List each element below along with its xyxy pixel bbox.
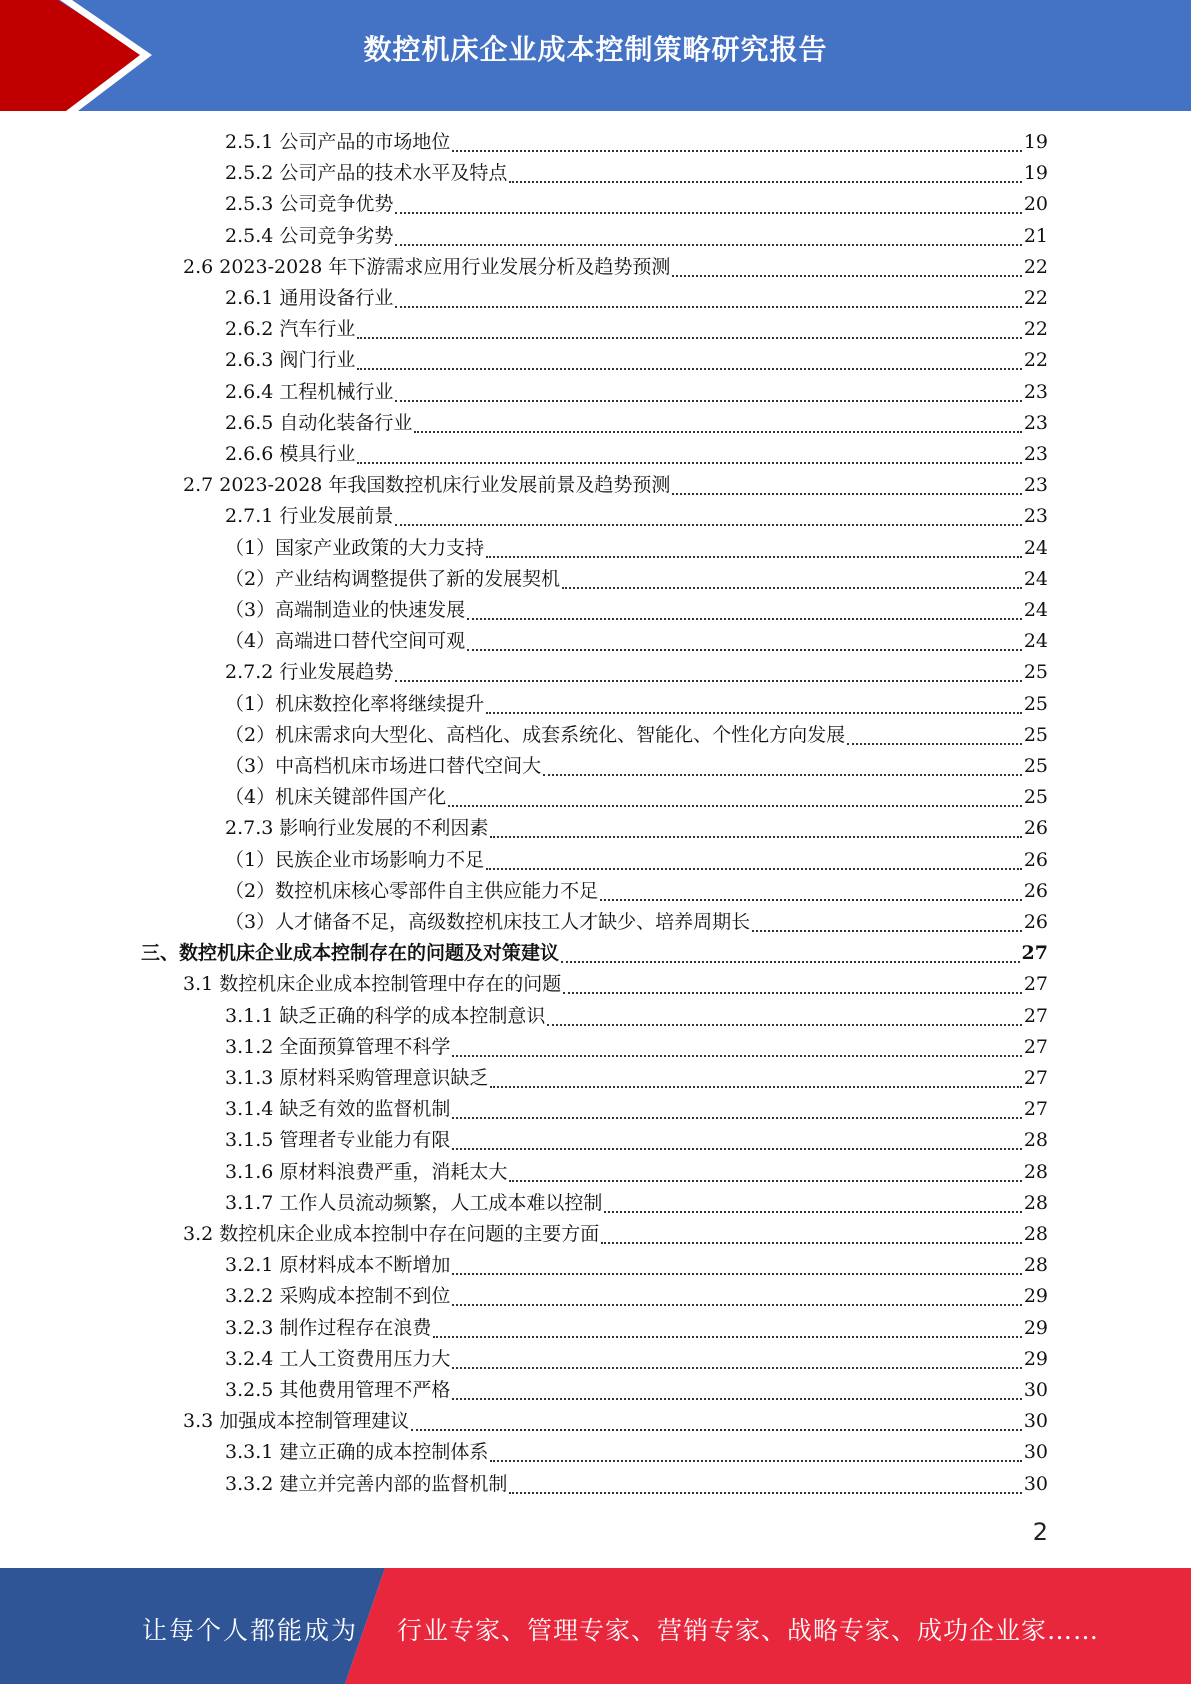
toc-entry-label: （1）民族企业市场影响力不足 [225, 849, 485, 871]
toc-entry[interactable] [225, 501, 1048, 532]
toc-entry-label: 2.7 2023-2028 年我国数控机床行业发展前景及趋势预测 [183, 474, 671, 496]
toc-entry-label: 3.1 数控机床企业成本控制管理中存在的问题 [183, 973, 562, 995]
toc-leader-dots [486, 556, 1022, 558]
toc-entry[interactable] [225, 782, 1048, 813]
toc-entry[interactable] [225, 377, 1048, 408]
toc-entry-label: 2.5.1 公司产品的市场地位 [225, 131, 451, 153]
toc-leader-dots [490, 1460, 1021, 1462]
toc-entry-page: 23 [1023, 412, 1048, 434]
toc-entry-label: 3.1.3 原材料采购管理意识缺乏 [225, 1067, 489, 1089]
toc-entry[interactable] [225, 1313, 1048, 1344]
toc-entry-label: 2.6.2 汽车行业 [225, 318, 356, 340]
toc-leader-dots [543, 774, 1022, 776]
toc-entry[interactable] [225, 221, 1048, 252]
toc-entry[interactable] [225, 439, 1048, 470]
page-footer [0, 1568, 1191, 1684]
toc-entry-label: （1）机床数控化率将继续提升 [225, 693, 485, 715]
toc-entry[interactable] [225, 1281, 1048, 1312]
toc-leader-dots [357, 368, 1021, 370]
toc-entry[interactable] [225, 1469, 1048, 1500]
toc-leader-dots [490, 836, 1021, 838]
toc-entry-page: 24 [1023, 537, 1048, 559]
toc-entry[interactable] [225, 1188, 1048, 1219]
toc-entry-label: （3）高端制造业的快速发展 [225, 599, 466, 621]
toc-entry[interactable] [225, 1250, 1048, 1281]
toc-leader-dots [414, 431, 1021, 433]
toc-entry[interactable] [225, 1094, 1048, 1125]
toc-leader-dots [357, 462, 1021, 464]
toc-entry-label: 3.1.5 管理者专业能力有限 [225, 1129, 451, 1151]
toc-leader-dots [752, 930, 1022, 932]
toc-entry-label: 2.5.4 公司竞争劣势 [225, 225, 394, 247]
toc-leader-dots [509, 181, 1021, 183]
toc-entry-label: 2.6.4 工程机械行业 [225, 381, 394, 403]
toc-entry[interactable] [225, 1001, 1048, 1032]
toc-entry-label: 3.2.4 工人工资费用压力大 [225, 1348, 451, 1370]
toc-entry-label: 2.6.1 通用设备行业 [225, 287, 394, 309]
toc-entry-label: 2.7.1 行业发展前景 [225, 505, 394, 527]
toc-leader-dots [672, 493, 1021, 495]
toc-leader-dots [509, 1180, 1021, 1182]
toc-entry-label: （4）机床关键部件国产化 [225, 786, 447, 808]
toc-entry-page: 27 [1023, 1005, 1048, 1027]
toc-leader-dots [672, 275, 1021, 277]
toc-leader-dots [486, 712, 1022, 714]
toc-entry-label: 3.3.2 建立并完善内部的监督机制 [225, 1473, 508, 1495]
toc-entry[interactable] [225, 408, 1048, 439]
toc-entry[interactable] [225, 127, 1048, 158]
toc-entry-page: 30 [1023, 1379, 1048, 1401]
toc-entry[interactable] [225, 751, 1048, 782]
toc-entry[interactable] [225, 720, 1048, 751]
toc-entry[interactable] [225, 283, 1048, 314]
toc-entry-label: 3.2.5 其他费用管理不严格 [225, 1379, 451, 1401]
toc-entry-page: 28 [1023, 1129, 1048, 1151]
toc-entry-page: 25 [1023, 661, 1048, 683]
toc-entry[interactable] [225, 1125, 1048, 1156]
toc-entry-page: 22 [1023, 318, 1048, 340]
toc-leader-dots [448, 805, 1022, 807]
toc-entry-label: 3.2 数控机床企业成本控制中存在问题的主要方面 [183, 1223, 600, 1245]
toc-leader-dots [395, 400, 1021, 402]
toc-entry-page: 26 [1023, 911, 1048, 933]
toc-entry-page: 30 [1023, 1441, 1048, 1463]
toc-leader-dots [357, 337, 1021, 339]
toc-entry[interactable] [141, 938, 1048, 969]
toc-entry-page: 29 [1023, 1317, 1048, 1339]
toc-entry-label: 3.1.2 全面预算管理不科学 [225, 1036, 451, 1058]
toc-entry-label: 2.5.3 公司竞争优势 [225, 193, 394, 215]
footer-slogan-right: 行业专家、管理专家、营销专家、战略专家、成功企业家…… [397, 1616, 1100, 1645]
toc-leader-dots [600, 899, 1022, 901]
toc-entry-page: 25 [1023, 786, 1048, 808]
toc-leader-dots [486, 868, 1022, 870]
toc-entry-page: 26 [1023, 817, 1048, 839]
toc-entry[interactable] [225, 876, 1048, 907]
toc-entry[interactable] [225, 1375, 1048, 1406]
toc-entry[interactable] [225, 1344, 1048, 1375]
toc-entry-page: 19 [1023, 131, 1048, 153]
toc-leader-dots [452, 1055, 1021, 1057]
toc-leader-dots [547, 1024, 1021, 1026]
toc-leader-dots [509, 1492, 1021, 1494]
toc-leader-dots [561, 961, 1020, 963]
report-title: 数控机床企业成本控制策略研究报告 [363, 33, 828, 66]
toc-leader-dots [411, 1429, 1022, 1431]
toc-leader-dots [604, 1211, 1021, 1213]
toc-entry-page: 23 [1023, 381, 1048, 403]
toc-entry-page: 25 [1023, 693, 1048, 715]
toc-entry-page: 23 [1023, 474, 1048, 496]
toc-entry[interactable] [225, 845, 1048, 876]
toc-entry[interactable] [183, 252, 1048, 283]
toc-entry-page: 20 [1023, 193, 1048, 215]
toc-entry-page: 22 [1023, 287, 1048, 309]
toc-entry[interactable] [183, 470, 1048, 501]
toc-entry-page: 24 [1023, 630, 1048, 652]
toc-entry-label: 3.2.3 制作过程存在浪费 [225, 1317, 432, 1339]
toc-entry-page: 22 [1023, 349, 1048, 371]
toc-entry-page: 27 [1023, 1067, 1048, 1089]
toc-leader-dots [395, 524, 1021, 526]
toc-leader-dots [452, 1367, 1021, 1369]
page-header [0, 0, 1191, 111]
toc-entry-label: 3.1.7 工作人员流动频繁，人工成本难以控制 [225, 1192, 603, 1214]
toc-entry-page: 25 [1023, 724, 1048, 746]
toc-entry-page: 30 [1023, 1473, 1048, 1495]
toc-entry-page: 25 [1023, 755, 1048, 777]
toc-entry-page: 23 [1023, 505, 1048, 527]
toc-entry[interactable] [183, 969, 1048, 1000]
toc-entry-page: 23 [1023, 443, 1048, 465]
toc-entry-page: 26 [1023, 880, 1048, 902]
toc-entry-label: 3.1.6 原材料浪费严重，消耗太大 [225, 1161, 508, 1183]
toc-entry-label: （2）产业结构调整提供了新的发展契机 [225, 568, 561, 590]
toc-entry-page: 30 [1023, 1410, 1048, 1432]
toc-entry-label: 2.5.2 公司产品的技术水平及特点 [225, 162, 508, 184]
toc-leader-dots [452, 1273, 1021, 1275]
toc-entry-label: 3.2.2 采购成本控制不到位 [225, 1285, 451, 1307]
toc-leader-dots [433, 1336, 1021, 1338]
toc-entry-label: （2）数控机床核心零部件自主供应能力不足 [225, 880, 599, 902]
toc-entry-label: 3.2.1 原材料成本不断增加 [225, 1254, 451, 1276]
toc-entry[interactable] [225, 158, 1048, 189]
toc-leader-dots [467, 649, 1022, 651]
toc-leader-dots [395, 680, 1021, 682]
toc-entry-page: 28 [1023, 1223, 1048, 1245]
toc-leader-dots [847, 743, 1022, 745]
toc-entry-label: 3.1.4 缺乏有效的监督机制 [225, 1098, 451, 1120]
toc-leader-dots [452, 1398, 1021, 1400]
toc-entry-page: 28 [1023, 1161, 1048, 1183]
toc-entry[interactable] [225, 657, 1048, 688]
toc-entry[interactable] [183, 1406, 1048, 1437]
toc-entry-label: （3）中高档机床市场进口替代空间大 [225, 755, 542, 777]
toc-entry[interactable] [225, 595, 1048, 626]
toc-entry-label: （2）机床需求向大型化、高档化、成套系统化、智能化、个性化方向发展 [225, 724, 846, 746]
toc-entry-label: 2.6.5 自动化装备行业 [225, 412, 413, 434]
footer-slogan-left: 让每个人都能成为 [142, 1616, 359, 1645]
toc-entry-page: 26 [1023, 849, 1048, 871]
toc-entry-label: 三、数控机床企业成本控制存在的问题及对策建议 [141, 942, 560, 964]
toc-entry-label: 3.1.1 缺乏正确的科学的成本控制意识 [225, 1005, 546, 1027]
toc-entry-page: 28 [1023, 1192, 1048, 1214]
toc-entry-label: 3.3.1 建立正确的成本控制体系 [225, 1441, 489, 1463]
toc-entry-label: 2.7.2 行业发展趋势 [225, 661, 394, 683]
toc-leader-dots [562, 587, 1022, 589]
toc-leader-dots [601, 1242, 1022, 1244]
toc-entry[interactable] [225, 345, 1048, 376]
toc-leader-dots [395, 244, 1021, 246]
toc-entry[interactable] [225, 689, 1048, 720]
page-number: 2 [1032, 1518, 1048, 1546]
toc-entry-page: 27 [1023, 973, 1048, 995]
toc-entry[interactable] [225, 907, 1048, 938]
toc-entry-page: 29 [1023, 1348, 1048, 1370]
toc-entry-label: 2.6.3 阀门行业 [225, 349, 356, 371]
toc-entry-label: 2.7.3 影响行业发展的不利因素 [225, 817, 489, 839]
toc-entry[interactable] [225, 189, 1048, 220]
toc-entry[interactable] [225, 564, 1048, 595]
toc-entry-page: 27 [1021, 942, 1048, 964]
toc-entry-page: 24 [1023, 599, 1048, 621]
toc-entry-page: 29 [1023, 1285, 1048, 1307]
toc-entry[interactable] [225, 1437, 1048, 1468]
toc-entry-page: 21 [1023, 225, 1048, 247]
toc-leader-dots [452, 1304, 1021, 1306]
toc-entry-page: 19 [1023, 162, 1048, 184]
toc-entry-page: 22 [1023, 256, 1048, 278]
toc-entry[interactable] [225, 1032, 1048, 1063]
toc-entry-page: 28 [1023, 1254, 1048, 1276]
toc-leader-dots [452, 1148, 1021, 1150]
toc-leader-dots [467, 618, 1022, 620]
toc-entry-label: （3）人才储备不足，高级数控机床技工人才缺少、培养周期长 [225, 911, 751, 933]
toc-entry[interactable] [225, 1157, 1048, 1188]
toc-entry-label: （4）高端进口替代空间可观 [225, 630, 466, 652]
toc-entry[interactable] [183, 1219, 1048, 1250]
toc-entry[interactable] [225, 1063, 1048, 1094]
toc-leader-dots [490, 1086, 1021, 1088]
toc-entry-label: 2.6.6 模具行业 [225, 443, 356, 465]
toc-entry-page: 24 [1023, 568, 1048, 590]
toc-leader-dots [452, 150, 1021, 152]
toc-leader-dots [395, 212, 1021, 214]
toc-leader-dots [563, 992, 1022, 994]
toc-entry-page: 27 [1023, 1036, 1048, 1058]
toc-entry-page: 27 [1023, 1098, 1048, 1120]
toc-entry[interactable] [225, 813, 1048, 844]
toc-entry-label: 3.3 加强成本控制管理建议 [183, 1410, 410, 1432]
toc-leader-dots [395, 306, 1021, 308]
toc-entry-label: 2.6 2023-2028 年下游需求应用行业发展分析及趋势预测 [183, 256, 671, 278]
toc-entry-label: （1）国家产业政策的大力支持 [225, 537, 485, 559]
toc-entry[interactable] [225, 533, 1048, 564]
toc-entry[interactable] [225, 314, 1048, 345]
toc-entry[interactable] [225, 626, 1048, 657]
toc-leader-dots [452, 1117, 1021, 1119]
